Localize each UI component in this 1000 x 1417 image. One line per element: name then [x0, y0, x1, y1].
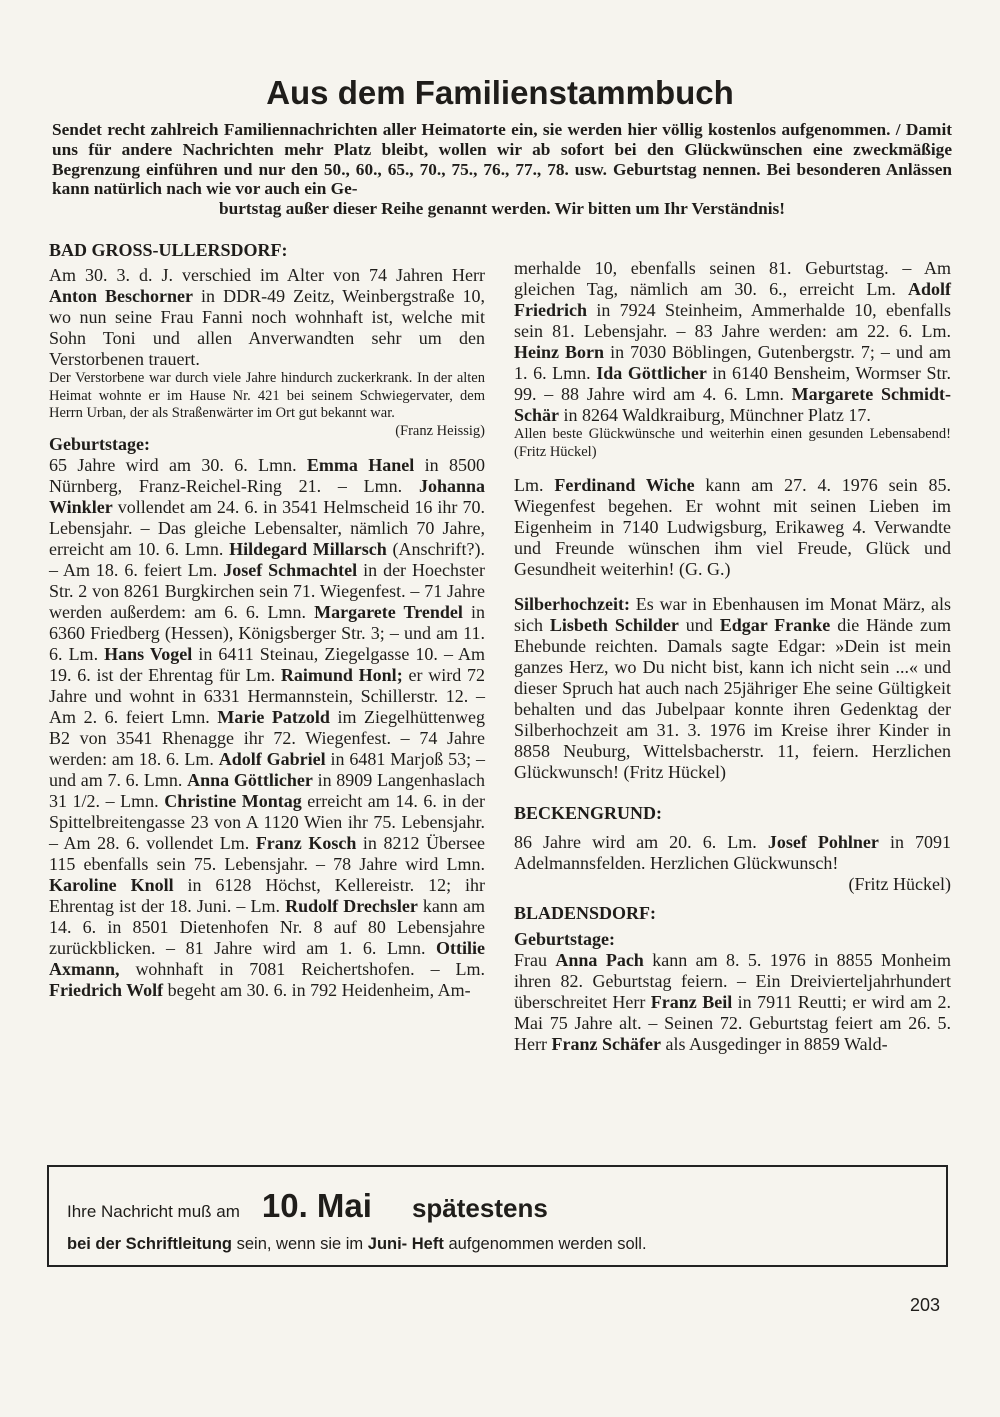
person-name: Anna Pach — [555, 950, 644, 970]
section-heading-bad-gross-ullersdorf: BAD GROSS-ULLERSDORF: — [49, 240, 288, 260]
person-name: Josef Schmachtel — [223, 560, 358, 580]
person-name: Anton Beschorner — [49, 286, 194, 306]
intro-text: Sendet recht zahlreich Familiennachrichten aller Heimatorte ein, sie werden hier völlig kostenlos aufgenommen. / Damit uns für andere Nachrichten mehr Platz bleibt, wollen wir ab sofort bei den Glückwünschen eine zweckmäßige Begrenzung einführen und nur den 50., 60., 65., 70., 75., 76., 77., 78. usw. Geburtstag nennen. Bei besonderen Anlässen kann natürlich nach wie vor auch ein Ge- — [52, 120, 952, 199]
bladensdorf-paragraph: Frau Anna Pach kann am 8. 5. 1976 in 8855 Monheim ihren 82. Geburtstag feiern. – Ein Dreivierteljahrhundert überschreitet Herr Franz Beil in 7911 Reutti; er wird am 2. Mai 75 Jahre alt. – Seinen 72. Geburtstag feiert am 26. 5. Herr Franz Schäfer als Ausgedinger in 8859 Wald- — [514, 950, 952, 1054]
deadline-instruction: bei der Schriftleitung sein, wenn sie im Juni- Heft aufgenommen werden soll. — [67, 1235, 647, 1253]
person-name: Raimund Honl; — [280, 665, 403, 685]
section-heading-bladensdorf: BLADENSDORF: — [514, 903, 657, 923]
beckengrund-paragraph: 86 Jahre wird am 20. 6. Lm. Josef Pohlner in 7091 Adelmannsfelden. Herzlichen Glückwunsch! — [514, 832, 951, 873]
deadline-suffix: spätestens — [411, 1193, 548, 1223]
intro-notice — [52, 120, 952, 219]
person-name: Anna Göttlicher — [187, 770, 313, 790]
person-name: Christine Montag — [164, 791, 302, 811]
intro-text-last: burtstag außer dieser Reihe genannt werden. Wir bitten um Ihr Verständnis! — [218, 199, 786, 219]
person-name: Lisbeth Schilder — [549, 615, 679, 635]
silver-wedding-label: Silberhochzeit: — [514, 594, 630, 614]
person-name: Hans Vogel — [104, 644, 193, 664]
right-column — [514, 258, 951, 1055]
person-name: Marie Patzold — [217, 707, 330, 727]
obituary-paragraph: Am 30. 3. d. J. verschied im Alter von 74 Jahren Herr Anton Beschorner in DDR-49 Zeitz, Weinbergstraße 10, wo nun seine Frau Fanni noch wohnhaft ist, welche mit Sohn Toni und allen Anverwandten sehr um den Verstorbenen trauert. — [49, 265, 485, 369]
person-name: Friedrich Wolf — [49, 980, 164, 1000]
person-name: Ottilie Axmann, — [49, 938, 485, 979]
page-number: 203 — [909, 1295, 940, 1315]
person-name: Ida Göttlicher — [596, 363, 707, 383]
wiche-paragraph: Lm. Ferdinand Wiche kann am 27. 4. 1976 sein 85. Wiegenfest begehen. Er wohnt mit seinen Lieben im Eigenheim in 7140 Ludwigsburg, Erikaweg 4. Verwandte und Freunde wünschen ihm viel Freude, Glück und Gesundheit weiterhin! (G. G.) — [514, 475, 952, 579]
person-name: Emma Hanel — [306, 455, 415, 475]
greeting-note: Allen beste Glückwünsche und weiterhin einen gesunden Lebensabend! (Fritz Hückel) — [514, 426, 951, 460]
person-name: Karoline Knoll — [49, 875, 174, 895]
person-name: Franz Beil — [650, 992, 733, 1012]
person-name: Franz Schäfer — [551, 1034, 661, 1054]
person-name: Edgar Franke — [719, 615, 831, 635]
obituary-note: Der Verstorbene war durch viele Jahre hindurch zuckerkrank. In der alten Heimat wohnte er im Hause Nr. 421 bei seinem Schwiegervater, dem Herrn Urban, der als Straßenwärter im Ort gut bekannt war. — [49, 370, 485, 421]
person-name: Margarete Schmidt-Schär — [514, 384, 951, 425]
deadline-date: 10. Mai — [261, 1187, 372, 1224]
person-name: Franz Kosch — [255, 833, 357, 853]
person-name: Hildegard Millarsch — [229, 539, 387, 559]
person-name: Ferdinand Wiche — [554, 475, 695, 495]
left-column — [49, 240, 485, 1001]
deadline-line — [67, 1187, 548, 1225]
person-name: Josef Pohlner — [767, 832, 879, 852]
person-name: Heinz Born — [514, 342, 605, 362]
person-name: Adolf Friedrich — [514, 279, 951, 320]
subheading-birthdays-bladensdorf: Geburtstage: — [514, 929, 615, 949]
birthdays-continued-paragraph: merhalde 10, ebenfalls seinen 81. Geburtstag. – Am gleichen Tag, nämlich am 30. 6., erreicht Lm. Adolf Friedrich in 7924 Steinheim, Ammerhalde 10, ebenfalls sein 81. Lebensjahr. – 83 Jahre werden: am 22. 6. Lm. Heinz Born in 7030 Böblingen, Gutenbergstr. 7; – und am 1. 6. Lmn. Ida Göttlicher in 6140 Bensheim, Wormser Str. 99. – 88 Jahre wird am 4. 6. Lmn. Margarete Schmidt-Schär in 8264 Waldkraiburg, Münchner Platz 17. — [514, 258, 951, 425]
deadline-prefix: Ihre Nachricht muß am — [67, 1202, 240, 1221]
person-name: Adolf Gabriel — [218, 749, 326, 769]
page-title: Aus dem Familienstammbuch — [266, 74, 734, 111]
section-heading-beckengrund: BECKENGRUND: — [514, 803, 663, 823]
deadline-notice-box — [47, 1165, 948, 1267]
birthdays-paragraph: 65 Jahre wird am 30. 6. Lmn. Emma Hanel in 8500 Nürnberg, Franz-Reichel-Ring 21. – Lmn. Johanna Winkler vollendet am 24. 6. in 3541 Helmscheid 16 ihr 70. Lebensjahr. – Das gleiche Lebensalter, nämlich 70 Jahre, erreicht am 10. 6. Lmn. Hildegard Millarsch (Anschrift?). – Am 18. 6. feiert Lm. Josef Schmachtel in der Hoechster Str. 2 von 8261 Burgkirchen sein 71. Wiegenfest. – 71 Jahre werden außerdem: am 6. 6. Lmn. Margarete Trendel in 6360 Friedberg (Hessen), Königsberger Str. 3; – und am 11. 6. Lm. Hans Vogel in 6411 Steinau, Ziegelgasse 10. – Am 19. 6. ist der Ehrentag für Lm. Raimund Honl; er wird 72 Jahre und wohnt in 6331 Hermannstein, Schillerstr. 12. – Am 2. 6. feiert Lmn. Marie Patzold im Ziegelhüttenweg B2 von 3541 Rhenagge ihr 72. Wiegenfest. – 74 Jahre werden: am 18. 6. Lm. Adolf Gabriel in 6481 Marjoß 53; – und am 7. 6. Lmn. Anna Göttlicher in 8909 Langenhaslach 31 1/2. – Lmn. Christine Montag erreicht am 14. 6. in der Spittelbreitengasse 23 von A 1120 Wien ihr 75. Lebensjahr. – Am 28. 6. vollendet Lm. Franz Kosch in 8212 Übersee 115 ebenfalls sein 75. Lebensjahr. – 78 Jahre wird Lmn. Karoline Knoll in 6128 Höchst, Kellereistr. 12; ihr Ehrentag ist der 18. Juni. – Lm. Rudolf Drechsler kann am 14. 6. in 8501 Dietenhofen Nr. 8 auf 80 Lebensjahre zurückblicken. – 81 Jahre wird am 1. 6. Lmn. Ottilie Axmann, wohnhaft in 7081 Reichertshofen. – Lm. Friedrich Wolf begeht am 30. 6. in 792 Heidenheim, Am- — [49, 455, 486, 1000]
person-name: Margarete Trendel — [314, 602, 463, 622]
beckengrund-signature: (Fritz Hückel) — [848, 874, 951, 894]
subheading-birthdays: Geburtstage: — [49, 434, 150, 454]
person-name: Rudolf Drechsler — [285, 896, 418, 916]
person-name: Johanna Winkler — [49, 476, 485, 517]
obituary-signature: (Franz Heissig) — [395, 422, 485, 439]
silver-wedding-paragraph: Silberhochzeit: Es war in Ebenhausen im Monat März, als sich Lisbeth Schilder und Edgar Franke die Hände zum Ehebunde reichten. Damals sagte Edgar: »Dein ist mein ganzes Herz, wo Du nicht bist, kann ich nicht sein ...« und dieser Spruch hat auch nach 25jähriger Ehe seine Gültigkeit behalten und das Jubelpaar konnte ihren Gedenktag der Silberhochzeit am 31. 3. 1976 im Kreise ihrer Kinder in 8858 Neuburg, Wittelsbacherstr. 11, feiern. Herzlichen Glückwunsch! (Fritz Hückel) — [514, 594, 951, 782]
